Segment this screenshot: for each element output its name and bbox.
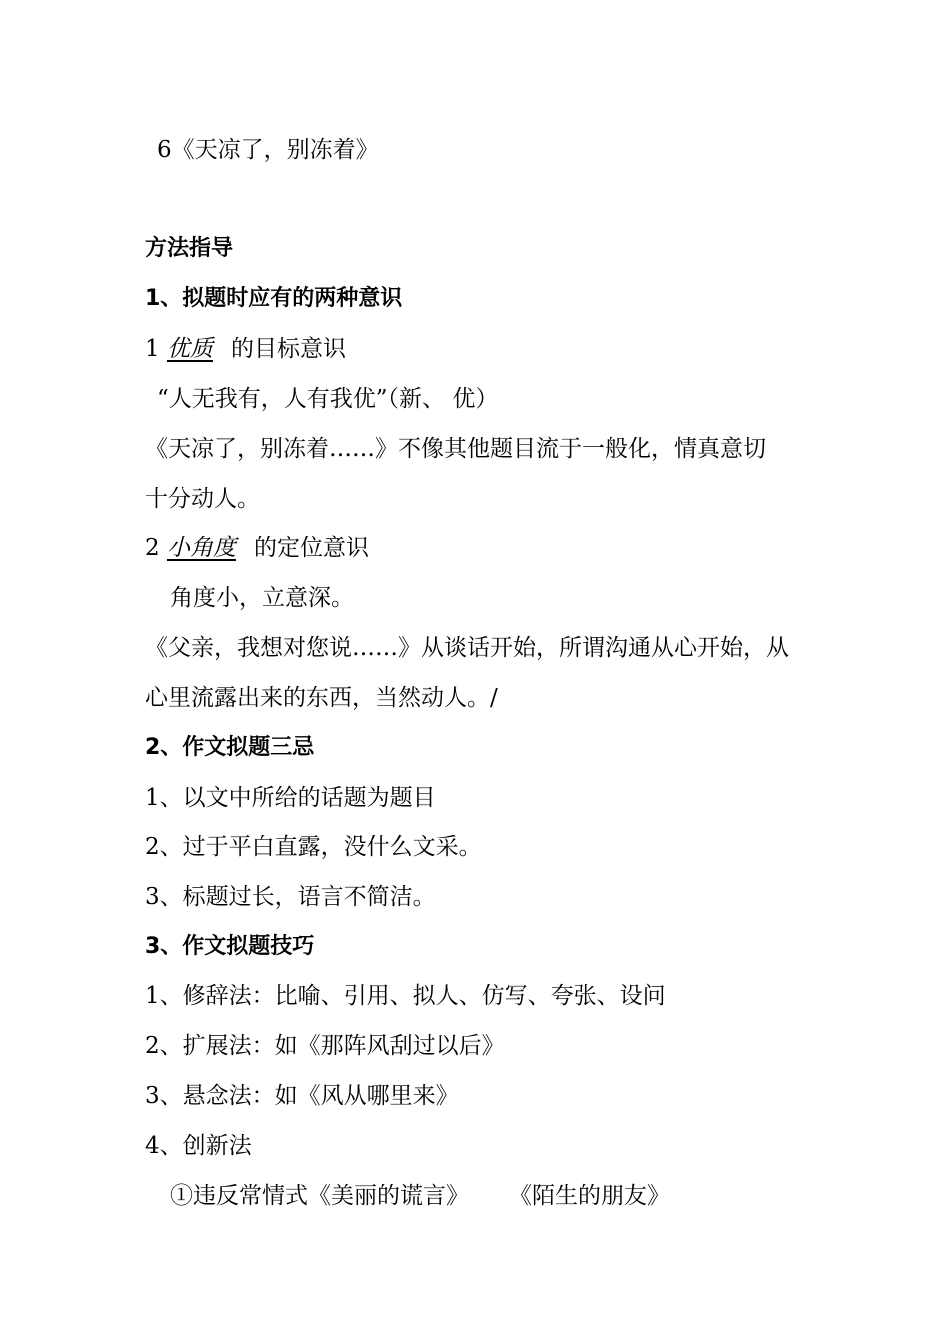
skill-4-subitem-1-example: 《陌生的朋友》	[509, 1183, 670, 1209]
item-1-line	[145, 334, 346, 364]
heading-three-taboos: 2、作文拟题三忌	[145, 735, 315, 760]
skill-4-subitem-1	[170, 1181, 670, 1211]
item-2-description: 角度小，立意深。	[170, 585, 354, 611]
item-1-example-line-1: 《天凉了，别冻着……》不像其他题目流于一般化，情真意切	[145, 436, 766, 462]
heading-title-skills: 3、作文拟题技巧	[145, 934, 315, 959]
item-2-keyword: 小角度	[166, 535, 236, 561]
skill-item-4: 4、创新法	[145, 1133, 252, 1159]
skill-item-3: 3、悬念法：如《风从哪里来》	[145, 1083, 459, 1109]
skill-4-subitem-1-text: ①违反常情式《美丽的谎言》	[170, 1183, 469, 1209]
item-2-rest: 的定位意识	[253, 535, 369, 561]
item-2-example-line-2: 心里流露出来的东西，当然动人。/	[145, 685, 498, 711]
item-1-rest: 的目标意识	[230, 336, 346, 362]
heading-two-consciousness: 1、拟题时应有的两种意识	[145, 286, 403, 311]
item-1-quote: “人无我有，人有我优”（新、 优）	[157, 386, 499, 412]
skill-item-2: 2、扩展法：如《那阵风刮过以后》	[145, 1033, 505, 1059]
item-2-number: 2	[145, 535, 160, 561]
skill-item-1: 1、修辞法：比喻、引用、拟人、仿写、夸张、设问	[145, 983, 666, 1009]
taboo-item-3: 3、标题过长，语言不简洁。	[145, 884, 436, 910]
item-1-example-line-2: 十分动人。	[145, 486, 260, 512]
item-2-example-line-1: 《父亲，我想对您说……》从谈话开始，所谓沟通从心开始，从	[145, 635, 789, 661]
taboo-item-1: 1、以文中所给的话题为题目	[145, 785, 436, 811]
item-1-number: 1	[145, 336, 160, 362]
item-1-keyword: 优质	[166, 336, 213, 362]
title-item: 6《天凉了，别冻着》	[157, 137, 379, 163]
item-2-line	[145, 533, 369, 563]
heading-method: 方法指导	[145, 236, 234, 261]
taboo-item-2: 2、过于平白直露，没什么文采。	[145, 834, 482, 860]
